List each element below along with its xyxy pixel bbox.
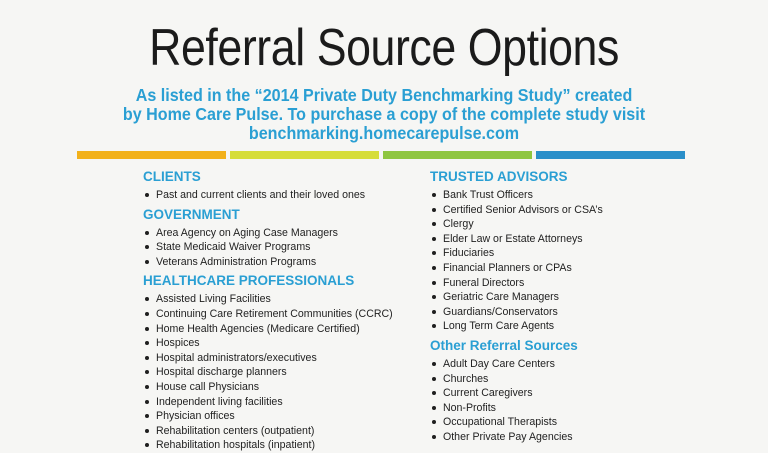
list-item: Past and current clients and their loved ones: [143, 188, 403, 203]
list-item: Independent living facilities: [143, 395, 403, 410]
color-bar-lime: [230, 151, 379, 159]
referral-section: [143, 207, 403, 270]
list-item: Hospices: [143, 336, 403, 351]
list-item: Rehabilitation centers (outpatient): [143, 424, 403, 439]
subtitle-line-1: As listed in the “2014 Private Duty Benchmarking Study” created: [135, 85, 633, 105]
list-item: Guardians/Conservators: [430, 305, 690, 320]
list-item: Non-Profits: [430, 401, 690, 416]
list-item: Hospital discharge planners: [143, 365, 403, 380]
list-item: Home Health Agencies (Medicare Certified): [143, 322, 403, 337]
list-item: Current Caregivers: [430, 386, 690, 401]
list-item: Bank Trust Officers: [430, 188, 690, 203]
list-item: Occupational Therapists: [430, 415, 690, 430]
referral-section: [430, 338, 690, 445]
right-column: [430, 169, 690, 445]
color-bar-yellow: [77, 151, 226, 159]
section-heading: CLIENTS: [143, 169, 201, 184]
subtitle-line-2: by Home Care Pulse. To purchase a copy of the complete study visit: [122, 104, 646, 124]
list-item: Clergy: [430, 217, 690, 232]
list-item: Rehabilitation hospitals (inpatient): [143, 438, 403, 453]
list-item: Churches: [430, 372, 690, 387]
color-bar-blue: [536, 151, 685, 159]
page-title: Referral Source Options: [149, 19, 619, 77]
section-heading: TRUSTED ADVISORS: [430, 169, 568, 184]
list-item: Fiduciaries: [430, 246, 690, 261]
list-item: Other Private Pay Agencies: [430, 430, 690, 445]
section-list: [430, 188, 690, 334]
list-item: Adult Day Care Centers: [430, 357, 690, 372]
list-item: State Medicaid Waiver Programs: [143, 240, 403, 255]
section-list: [430, 357, 690, 445]
referral-section: [430, 169, 690, 334]
list-item: Veterans Administration Programs: [143, 255, 403, 270]
color-divider: [77, 151, 685, 159]
section-heading: GOVERNMENT: [143, 206, 240, 222]
section-heading: Other Referral Sources: [430, 337, 578, 353]
list-item: Continuing Care Retirement Communities (CCRC): [143, 307, 403, 322]
list-item: Assisted Living Facilities: [143, 292, 403, 307]
color-bar-green: [383, 151, 532, 159]
section-list: [143, 292, 403, 453]
referral-section: [143, 169, 403, 203]
section-list: [143, 226, 403, 270]
list-item: Long Term Care Agents: [430, 319, 690, 334]
list-item: Geriatric Care Managers: [430, 290, 690, 305]
left-column: [143, 169, 403, 453]
section-heading: HEALTHCARE PROFESSIONALS: [143, 273, 355, 289]
list-item: Funeral Directors: [430, 276, 690, 291]
list-item: Financial Planners or CPAs: [430, 261, 690, 276]
list-item: Hospital administrators/executives: [143, 351, 403, 366]
referral-section: [143, 273, 403, 453]
section-list: [143, 188, 403, 203]
subtitle: [31, 86, 738, 143]
list-item: Physician offices: [143, 409, 403, 424]
list-item: Certified Senior Advisors or CSA’s: [430, 203, 690, 218]
list-item: Area Agency on Aging Case Managers: [143, 226, 403, 241]
list-item: Elder Law or Estate Attorneys: [430, 232, 690, 247]
subtitle-line-3: benchmarking.homecarepulse.com: [248, 123, 520, 143]
list-item: House call Physicians: [143, 380, 403, 395]
